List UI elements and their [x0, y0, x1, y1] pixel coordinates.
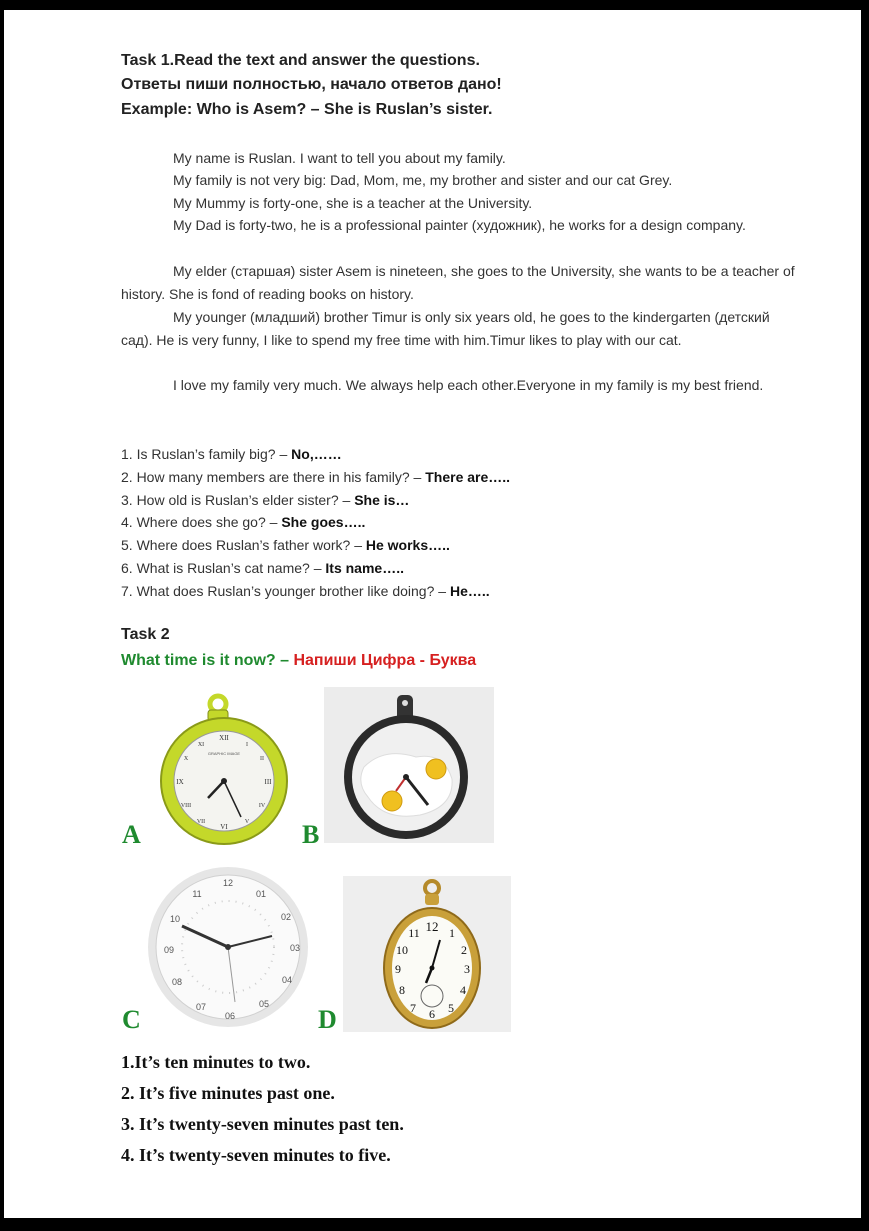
clock-c-wall-clock-icon [147, 864, 309, 1030]
clock-a-pocket-watch-icon [144, 690, 304, 848]
question-item: 3. How old is Ruslan’s elder sister? – She is… [121, 492, 410, 508]
numeral: XI [197, 742, 205, 748]
question-item: 5. Where does Ruslan’s father work? – He works….. [121, 537, 450, 553]
time-answer-item: 4. It’s twenty-seven minutes to five. [121, 1145, 391, 1165]
task2-instruction: Напиши Цифра - Буква [293, 652, 477, 669]
clock-d-letter: D [318, 1005, 337, 1034]
question-item: 2. How many members are there in his family? – There are….. [121, 469, 511, 485]
numeral: II [260, 756, 264, 762]
numeral: 9 [395, 962, 401, 976]
time-answer-item: 1.It’s ten minutes to two. [121, 1052, 311, 1072]
question-item: 1. Is Ruslan’s family big? – No,…… [121, 446, 342, 462]
numeral: 01 [255, 889, 267, 899]
numeral: V [244, 819, 250, 825]
numeral: 5 [448, 1001, 454, 1015]
numeral: 07 [195, 1002, 207, 1012]
numeral: 6 [429, 1007, 435, 1021]
numeral: IV [258, 803, 266, 809]
numeral: 08 [171, 977, 183, 987]
numeral: 7 [410, 1001, 416, 1015]
numeral: 11 [408, 926, 420, 940]
watch-brand: GRAPHIC IMAGE [207, 751, 241, 756]
question-item: 7. What does Ruslan’s younger brother like doing? – He….. [121, 583, 490, 599]
numeral: 10 [396, 943, 408, 957]
task1-title: Task 1.Read the text and answer the questions. [121, 52, 480, 69]
numeral: VII [196, 819, 206, 825]
numeral: VI [220, 823, 228, 831]
numeral: I [246, 742, 248, 748]
numeral: 06 [224, 1011, 236, 1021]
text-paragraph: My Mummy is forty-one, she is a teacher at the University. [173, 195, 533, 211]
task2-title: Task 2 [121, 626, 170, 643]
numeral: VIII [180, 803, 192, 809]
numeral: 04 [281, 975, 293, 985]
clock-b-letter: B [302, 820, 320, 849]
text-paragraph: I love my family very much. We always help each other.Everyone in my family is my best friend. [173, 377, 764, 393]
text-paragraph: My elder (старшая) sister Asem is nineteen, she goes to the University, she wants to be a teacher of history. She is fond of reading books on history. [121, 263, 795, 302]
clock-b-frying-pan-icon [324, 687, 494, 843]
numeral: 12 [425, 919, 439, 934]
clock-a-letter: A [122, 820, 141, 849]
numeral: 12 [222, 878, 234, 888]
numeral: 3 [464, 962, 470, 976]
numeral: 11 [192, 889, 202, 899]
time-answer-item: 3. It’s twenty-seven minutes past ten. [121, 1114, 404, 1134]
numeral: IX [176, 778, 184, 786]
time-answer-item: 2. It’s five minutes past one. [121, 1083, 335, 1103]
text-paragraph: My Dad is forty-two, he is a professional painter (художник), he works for a design company. [173, 217, 746, 233]
task1-instruction: Ответы пиши полностью, начало ответов дано! [121, 76, 502, 93]
numeral: XII [219, 734, 229, 742]
numeral: 2 [461, 943, 467, 957]
numeral: 09 [163, 945, 175, 955]
numeral: 05 [258, 999, 270, 1009]
numeral: 02 [280, 912, 292, 922]
text-paragraph: My family is not very big: Dad, Mom, me, my brother and sister and our cat Grey. [173, 172, 673, 188]
text-paragraph: My younger (младший) brother Timur is only six years old, he goes to the kindergarten (детский сад). He is very funny, I like to spend my free time with him.Timur likes to play with our cat. [121, 309, 770, 348]
numeral: 4 [460, 983, 466, 997]
task1-example: Example: Who is Asem? – She is Ruslan’s sister. [121, 101, 493, 118]
question-item: 4. Where does she go? – She goes….. [121, 514, 366, 530]
clock-d-gold-pocket-watch-icon [343, 876, 511, 1032]
numeral: X [183, 756, 189, 762]
task2-question: What time is it now? – [121, 652, 294, 669]
numeral: 10 [169, 914, 181, 924]
task2-heading [121, 652, 476, 670]
numeral: III [264, 778, 272, 786]
clock-c-letter: C [122, 1005, 141, 1034]
numeral: 8 [399, 983, 405, 997]
numeral: 03 [289, 943, 301, 953]
worksheet-page [4, 10, 861, 1218]
numeral: 1 [449, 926, 455, 940]
question-item: 6. What is Ruslan’s cat name? – Its name….. [121, 560, 404, 576]
text-paragraph: My name is Ruslan. I want to tell you about my family. [173, 150, 506, 166]
